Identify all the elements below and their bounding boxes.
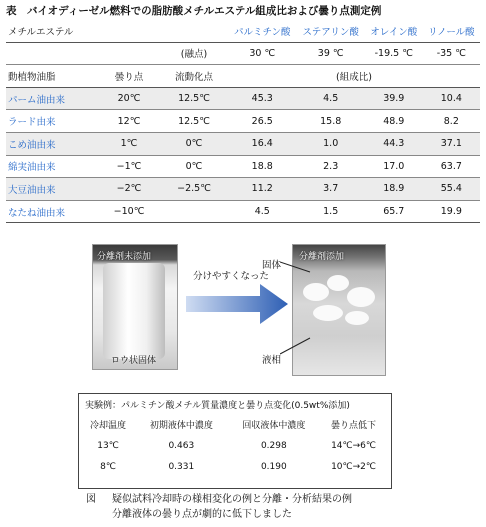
value-palmitic: 16.4 <box>228 132 297 155</box>
cloud-point: −2℃ <box>98 178 160 201</box>
pour-point: 0℃ <box>160 155 228 178</box>
caption-line-2: 分離液体の曇り点が劇的に低下しました <box>112 509 292 520</box>
header-row-melting <box>6 42 480 65</box>
value-stearic: 1.0 <box>297 132 365 155</box>
cloud-point: 1℃ <box>98 132 160 155</box>
header-initial-conc: 初期液体中濃度 <box>149 421 213 431</box>
solid-flake <box>345 311 369 325</box>
table-row <box>6 155 480 178</box>
table-row <box>6 178 480 201</box>
figure-caption <box>86 492 352 522</box>
oil-label: 動植物油脂 <box>6 65 98 88</box>
col-linoleic: リノール酸 <box>423 20 480 42</box>
value-oleic: 65.7 <box>365 200 423 223</box>
table-row <box>6 132 480 155</box>
header-recovered-conc: 回収液体中濃度 <box>242 421 306 431</box>
solid-flake <box>347 287 375 307</box>
recovered-conc: 0.298 <box>260 440 287 451</box>
header-row-oils <box>6 65 480 88</box>
value-stearic: 3.7 <box>297 178 365 201</box>
solid-flake <box>303 283 329 301</box>
table-row <box>6 87 480 110</box>
experiment-title: 実験例：パルミチン酸メチル質量濃度と曇り点変化(0.5wt%添加) <box>85 401 350 411</box>
methyl-ester-label: メチルエステル <box>6 20 98 42</box>
table-row <box>6 110 480 133</box>
cooling-temp: 13℃ <box>97 440 119 451</box>
composition-label: (組成比) <box>228 65 480 88</box>
melting-point: -35 ℃ <box>423 42 480 65</box>
pour-point <box>160 200 228 223</box>
cloud-drop: 14℃→6℃ <box>331 440 376 451</box>
value-linoleic: 10.4 <box>423 87 480 110</box>
cloud-drop: 10℃→2℃ <box>331 461 376 472</box>
initial-conc: 0.331 <box>168 461 195 472</box>
oil-name: 綿実油由来 <box>6 155 98 178</box>
solid-pointer-line <box>280 258 312 274</box>
solid-label: 固体 <box>262 260 282 271</box>
value-oleic: 44.3 <box>365 132 423 155</box>
table-row <box>81 435 387 456</box>
liquid-pointer-line <box>280 336 312 356</box>
experiment-table <box>81 414 387 477</box>
cloud-point: −10℃ <box>98 200 160 223</box>
oil-name: なたね油由来 <box>6 200 98 223</box>
header-cooling-temp: 冷却温度 <box>90 421 127 431</box>
col-palmitic: パルミチン酸 <box>228 20 297 42</box>
col-oleic: オレイン酸 <box>365 20 423 42</box>
value-oleic: 18.9 <box>365 178 423 201</box>
solid-flake <box>313 305 343 321</box>
photo-without-separator <box>92 244 178 370</box>
right-arrow-icon <box>186 282 288 326</box>
table-row <box>81 456 387 477</box>
recovered-conc: 0.190 <box>260 461 287 472</box>
value-stearic: 15.8 <box>297 110 365 133</box>
value-palmitic: 26.5 <box>228 110 297 133</box>
value-linoleic: 19.9 <box>423 200 480 223</box>
oil-name: こめ油由来 <box>6 132 98 155</box>
value-linoleic: 63.7 <box>423 155 480 178</box>
cloud-point: 20℃ <box>98 87 160 110</box>
value-oleic: 48.9 <box>365 110 423 133</box>
value-palmitic: 45.3 <box>228 87 297 110</box>
value-linoleic: 37.1 <box>423 132 480 155</box>
figure-number: 図 <box>86 494 96 505</box>
melting-point: 30 ℃ <box>228 42 297 65</box>
photo-label-no-additive: 分離剤未添加 <box>97 252 152 262</box>
value-stearic: 4.5 <box>297 87 365 110</box>
value-linoleic: 55.4 <box>423 178 480 201</box>
value-oleic: 39.9 <box>365 87 423 110</box>
cloud-point: −1℃ <box>98 155 160 178</box>
table-title: 表 バイオディーゼル燃料での脂肪酸メチルエステル組成比および曇り点測定例 <box>6 5 382 17</box>
value-oleic: 17.0 <box>365 155 423 178</box>
cooling-temp: 8℃ <box>100 461 116 472</box>
cloud-point: 12℃ <box>98 110 160 133</box>
melting-point: -19.5 ℃ <box>365 42 423 65</box>
caption-line-1: 疑似試料冷却時の様相変化の例と分離・分析結果の例 <box>112 494 352 505</box>
melting-point: 39 ℃ <box>297 42 365 65</box>
liquid-label: 液相 <box>262 355 282 366</box>
pour-point: −2.5℃ <box>160 178 228 201</box>
header-cloud-drop: 曇り点低下 <box>331 421 377 431</box>
oil-name: 大豆油由来 <box>6 178 98 201</box>
initial-conc: 0.463 <box>168 440 195 451</box>
oil-name: ラード由来 <box>6 110 98 133</box>
melting-label: (融点) <box>160 42 228 65</box>
value-palmitic: 11.2 <box>228 178 297 201</box>
oil-name: パーム油由来 <box>6 87 98 110</box>
composition-table <box>6 20 480 223</box>
sample-jar <box>103 263 165 359</box>
arrow-label: 分けやすくなった <box>193 271 270 282</box>
pour-point: 12.5℃ <box>160 87 228 110</box>
table-row <box>6 200 480 223</box>
value-linoleic: 8.2 <box>423 110 480 133</box>
value-palmitic: 18.8 <box>228 155 297 178</box>
value-palmitic: 4.5 <box>228 200 297 223</box>
experiment-box <box>78 393 392 489</box>
value-stearic: 1.5 <box>297 200 365 223</box>
photo-label-waxy-solid: ロウ状固体 <box>111 356 157 366</box>
pour-point-label: 流動化点 <box>160 65 228 88</box>
pour-point: 12.5℃ <box>160 110 228 133</box>
cloud-point-label: 曇り点 <box>98 65 160 88</box>
col-stearic: ステアリン酸 <box>297 20 365 42</box>
solid-flake <box>327 275 349 291</box>
experiment-header-row <box>81 414 387 435</box>
header-row-esters <box>6 20 480 42</box>
photo-label-additive: 分離剤添加 <box>299 252 345 262</box>
value-stearic: 2.3 <box>297 155 365 178</box>
pour-point: 0℃ <box>160 132 228 155</box>
